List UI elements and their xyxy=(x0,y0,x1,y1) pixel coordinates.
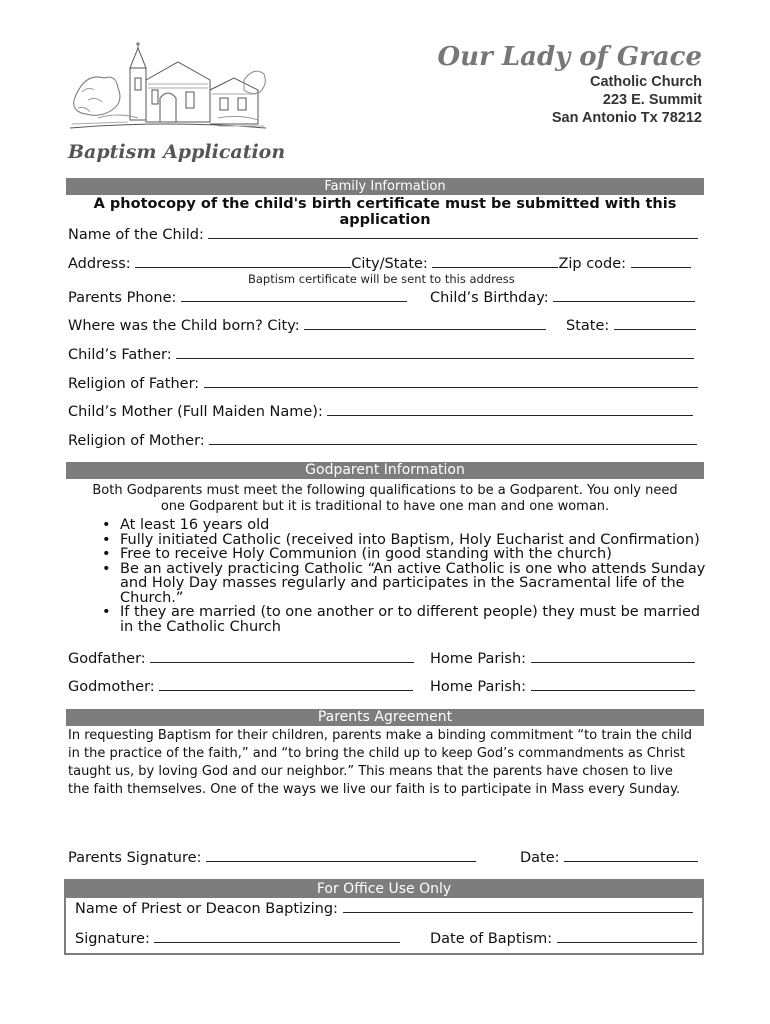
godmother-field[interactable] xyxy=(159,678,413,691)
church-type: Catholic Church xyxy=(590,74,702,90)
agreement-line: In requesting Baptism for their children, parents make a binding commitment “to train the child xyxy=(68,728,693,743)
born-city-field[interactable] xyxy=(304,317,546,330)
qualification-item: • Be an actively practicing Catholic “An active Catholic is one who attends Sunday and Holy Day masses regularly and participates in the Sacramental life of the Church.” xyxy=(96,562,706,606)
father-row xyxy=(68,346,694,363)
parents-signature-field[interactable] xyxy=(206,849,476,862)
godparent-section-header: Godparent Information xyxy=(66,462,704,479)
qualification-item: • At least 16 years old xyxy=(96,518,706,533)
address-note: Baptism certificate will be sent to this address xyxy=(248,272,515,286)
child-name-field[interactable] xyxy=(208,226,698,239)
office-signature-field[interactable] xyxy=(154,930,400,943)
agreement-line: taught us, by loving God and our neighbor.” This means that the parents have chosen to live xyxy=(68,764,673,779)
godparent-intro-line1: Both Godparents must meet the following qualifications to be a Godparent. You only need xyxy=(92,483,678,498)
office-signature-row xyxy=(75,930,400,947)
mother-religion-field[interactable] xyxy=(209,432,697,445)
child-name-row xyxy=(68,226,698,243)
mother-row xyxy=(68,403,693,420)
child-birthday-field[interactable] xyxy=(553,289,695,302)
mother-religion-row xyxy=(68,432,697,449)
godparent-qualifications xyxy=(96,518,706,634)
parents-phone-label: Parents Phone: xyxy=(68,290,177,306)
child-birthday-label: Child’s Birthday: xyxy=(430,290,549,306)
godfather-row xyxy=(68,650,414,667)
church-name: Our Lady of Grace xyxy=(437,42,702,72)
address-field[interactable] xyxy=(135,255,351,268)
birthday-row xyxy=(430,289,695,306)
father-religion-label: Religion of Father: xyxy=(68,376,200,392)
zip-field[interactable] xyxy=(631,255,691,268)
agreement-text xyxy=(68,727,708,799)
qualification-item: • Free to receive Holy Communion (in good standing with the church) xyxy=(96,547,706,562)
godmother-label: Godmother: xyxy=(68,679,155,695)
office-section-header: For Office Use Only xyxy=(66,881,702,898)
agreement-date-field[interactable] xyxy=(564,849,698,862)
priest-field[interactable] xyxy=(343,900,693,913)
baptism-date-row xyxy=(430,930,697,947)
city-state-label: City/State: xyxy=(351,256,428,272)
godmother-parish-field[interactable] xyxy=(531,678,695,691)
qualification-item: • Fully initiated Catholic (received into Baptism, Holy Eucharist and Confirmation) xyxy=(96,533,706,548)
church-city: San Antonio Tx 78212 xyxy=(551,110,702,126)
mother-religion-label: Religion of Mother: xyxy=(68,433,205,449)
baptism-date-field[interactable] xyxy=(557,930,697,943)
agreement-date-label: Date: xyxy=(520,850,560,866)
family-section-header: Family Information xyxy=(66,178,704,195)
godmother-row xyxy=(68,678,413,695)
church-logo xyxy=(68,40,268,135)
agreement-line: the faith themselves. One of the ways we live our faith is to participate in Mass every Sunday. xyxy=(68,782,681,797)
father-field[interactable] xyxy=(176,346,694,359)
church-street: 223 E. Summit xyxy=(602,92,702,108)
born-city-label: Where was the Child born? City: xyxy=(68,318,300,334)
mother-label: Child’s Mother (Full Maiden Name): xyxy=(68,404,323,420)
office-signature-label: Signature: xyxy=(75,931,150,947)
child-name-label: Name of the Child: xyxy=(68,227,204,243)
godfather-parish-label: Home Parish: xyxy=(430,651,527,667)
godparent-intro-line2: one Godparent but it is traditional to have one man and one woman. xyxy=(160,499,610,514)
born-state-label: State: xyxy=(566,318,610,334)
born-state-row xyxy=(566,317,696,334)
zip-label: Zip code: xyxy=(558,256,627,272)
agreement-section-header: Parents Agreement xyxy=(66,709,704,726)
parents-signature-row xyxy=(68,849,476,866)
parents-phone-field[interactable] xyxy=(181,289,407,302)
godfather-parish-row xyxy=(430,650,695,667)
address-row xyxy=(68,255,691,272)
godfather-label: Godfather: xyxy=(68,651,146,667)
godmother-parish-row xyxy=(430,678,695,695)
mother-field[interactable] xyxy=(327,403,693,416)
father-religion-row xyxy=(68,375,698,392)
phone-row xyxy=(68,289,407,306)
church-sketch-icon xyxy=(68,40,268,135)
baptism-date-label: Date of Baptism: xyxy=(430,931,553,947)
city-state-field[interactable] xyxy=(432,255,558,268)
father-religion-field[interactable] xyxy=(204,375,698,388)
godmother-parish-label: Home Parish: xyxy=(430,679,527,695)
address-label: Address: xyxy=(68,256,131,272)
birthplace-row xyxy=(68,317,546,334)
godfather-field[interactable] xyxy=(150,650,414,663)
qualification-item: • If they are married (to one another or to different people) they must be married in the Catholic Church xyxy=(96,605,706,634)
priest-row xyxy=(75,900,693,917)
form-title: Baptism Application xyxy=(68,141,286,163)
agreement-date-row xyxy=(520,849,698,866)
agreement-line: in the practice of the faith,” and “to bring the child up to keep God’s commandments as Christ xyxy=(68,746,685,761)
priest-label: Name of Priest or Deacon Baptizing: xyxy=(75,901,338,917)
godfather-parish-field[interactable] xyxy=(531,650,695,663)
parents-signature-label: Parents Signature: xyxy=(68,850,202,866)
father-label: Child’s Father: xyxy=(68,347,172,363)
birth-certificate-notice: A photocopy of the child's birth certificate must be submitted with this application xyxy=(93,196,677,228)
born-state-field[interactable] xyxy=(614,317,696,330)
